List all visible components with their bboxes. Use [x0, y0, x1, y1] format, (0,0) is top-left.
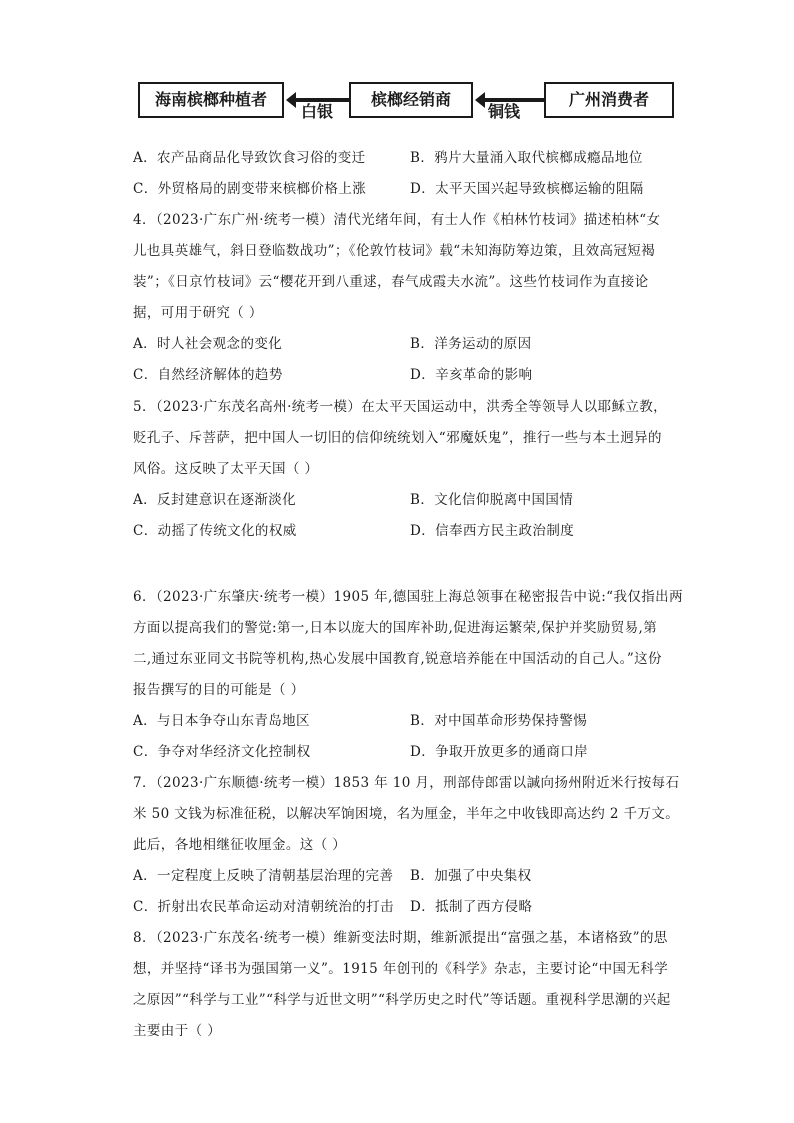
- option-b: B．对中国革命形势保持警惕: [410, 713, 588, 729]
- diagram-edge-copper: 铜钱: [488, 102, 521, 121]
- option-b: B．加强了中央集权: [410, 868, 532, 884]
- option-row: [133, 174, 644, 205]
- option-row: [133, 329, 532, 360]
- option-row: [133, 706, 588, 737]
- option-row: [133, 143, 643, 174]
- question-stem-line: 方面以提高我们的警觉:第一,日本以庞大的国库补助,促进海运繁荣,保护并奖励贸易,第: [133, 620, 658, 636]
- question-stem-line: 贬孔子、斥菩萨，把中国人一切旧的信仰统统划入“邪魔妖鬼”，推行一些与本土迥异的: [133, 430, 662, 446]
- option-d: D．争取开放更多的通商口岸: [410, 744, 589, 760]
- diagram-node-grower: 海南槟榔种植者: [138, 82, 284, 118]
- diagram-node-consumer: 广州消费者: [544, 82, 674, 118]
- option-row: [133, 892, 533, 923]
- question-stem-line: 8．（2023·广东茂名·统考一模）维新变法时期，维新派提出“富强之基，本诸格致”的思: [133, 930, 668, 946]
- option-row: [133, 516, 575, 547]
- option-d: D．信奉西方民主政治制度: [410, 523, 575, 539]
- option-a: A．反封建意识在逐渐淡化: [133, 492, 297, 508]
- question-stem-line: 6．（2023·广东肇庆·统考一模）1905 年,德国驻上海总领事在秘密报告中说:“我仅指出两: [133, 589, 683, 605]
- diagram-edge-silver: 白银: [301, 102, 334, 121]
- question-stem-line: 米 50 文钱为标准征税，以解决军饷困境，名为厘金，半年之中收钱即高达约 2 千万文。: [133, 806, 680, 822]
- option-c: C．折射出农民革命运动对清朝统治的打击: [133, 899, 394, 915]
- option-c: C．自然经济解体的趋势: [133, 367, 283, 383]
- question-stem-line: 此后，各地相继征收厘金。这（ ）: [133, 837, 347, 853]
- trade-flow-diagram: [138, 78, 678, 128]
- question-stem-line: 据，可用于研究（ ）: [133, 305, 263, 321]
- option-row: [133, 861, 532, 892]
- question-stem-line: 7．（2023·广东顺德·统考一模）1853 年 10 月，刑部侍郎雷以諴向扬州附近米行按每石: [133, 775, 680, 791]
- option-row: [133, 360, 533, 391]
- option-c: C．动摇了传统文化的权威: [133, 523, 297, 539]
- option-c: C．外贸格局的剧变带来槟榔价格上涨: [133, 181, 367, 197]
- option-a: A．一定程度上反映了清朝基层治理的完善: [133, 868, 394, 884]
- diagram-node-dealer: 槟榔经销商: [349, 82, 473, 118]
- question-stem-line: 风俗。这反映了太平天国（ ）: [133, 461, 319, 477]
- question-stem-line: 报告撰写的目的可能是（ ）: [133, 682, 305, 698]
- option-d: D．辛亥革命的影响: [410, 367, 533, 383]
- option-b: B．鸦片大量涌入取代槟榔成瘾品地位: [410, 150, 643, 166]
- question-stem-line: 之原因”“科学与工业”“科学与近世文明”“科学历史之时代”等话题。重视科学思潮的兴起: [133, 992, 671, 1008]
- question-stem-line: 儿也具英雄气，斜日登临数战功”；《伦敦竹枝词》载“未知海防筹边策，且效高冠短褐: [133, 243, 656, 259]
- option-a: A．与日本争夺山东青岛地区: [133, 713, 310, 729]
- option-d: D．抵制了西方侵略: [410, 899, 533, 915]
- option-row: [133, 737, 589, 768]
- option-a: A．农产品商品化导致饮食习俗的变迁: [133, 150, 366, 166]
- question-stem-line: 主要由于（ ）: [133, 1023, 222, 1039]
- question-stem-line: 二,通过东亚同文书院等机构,热心发展中国教育,锐意培养能在中国活动的自己人。”这份: [133, 651, 662, 667]
- question-stem-line: 4．（2023·广东广州·统考一模）清代光绪年间，有士人作《柏林竹枝词》描述柏林“女: [133, 212, 661, 228]
- option-d: D．太平天国兴起导致槟榔运输的阻隔: [410, 181, 644, 197]
- option-c: C．争夺对华经济文化控制权: [133, 744, 311, 760]
- option-b: B．文化信仰脱离中国国情: [410, 492, 574, 508]
- question-stem-line: 装”；《日京竹枝词》云“樱花开到八重逑，春气成霞夫水流”。这些竹枝词作为直接论: [133, 274, 649, 290]
- question-stem-line: 5．（2023·广东茂名高州·统考一模）在太平天国运动中，洪秀全等领导人以耶稣立教，: [133, 399, 668, 415]
- question-stem-line: 想，并坚持“译书为强国第一义”。1915 年创刊的《科学》杂志，主要讨论“中国无科学: [133, 961, 669, 977]
- option-row: [133, 485, 574, 516]
- option-a: A．时人社会观念的变化: [133, 336, 283, 352]
- option-b: B．洋务运动的原因: [410, 336, 532, 352]
